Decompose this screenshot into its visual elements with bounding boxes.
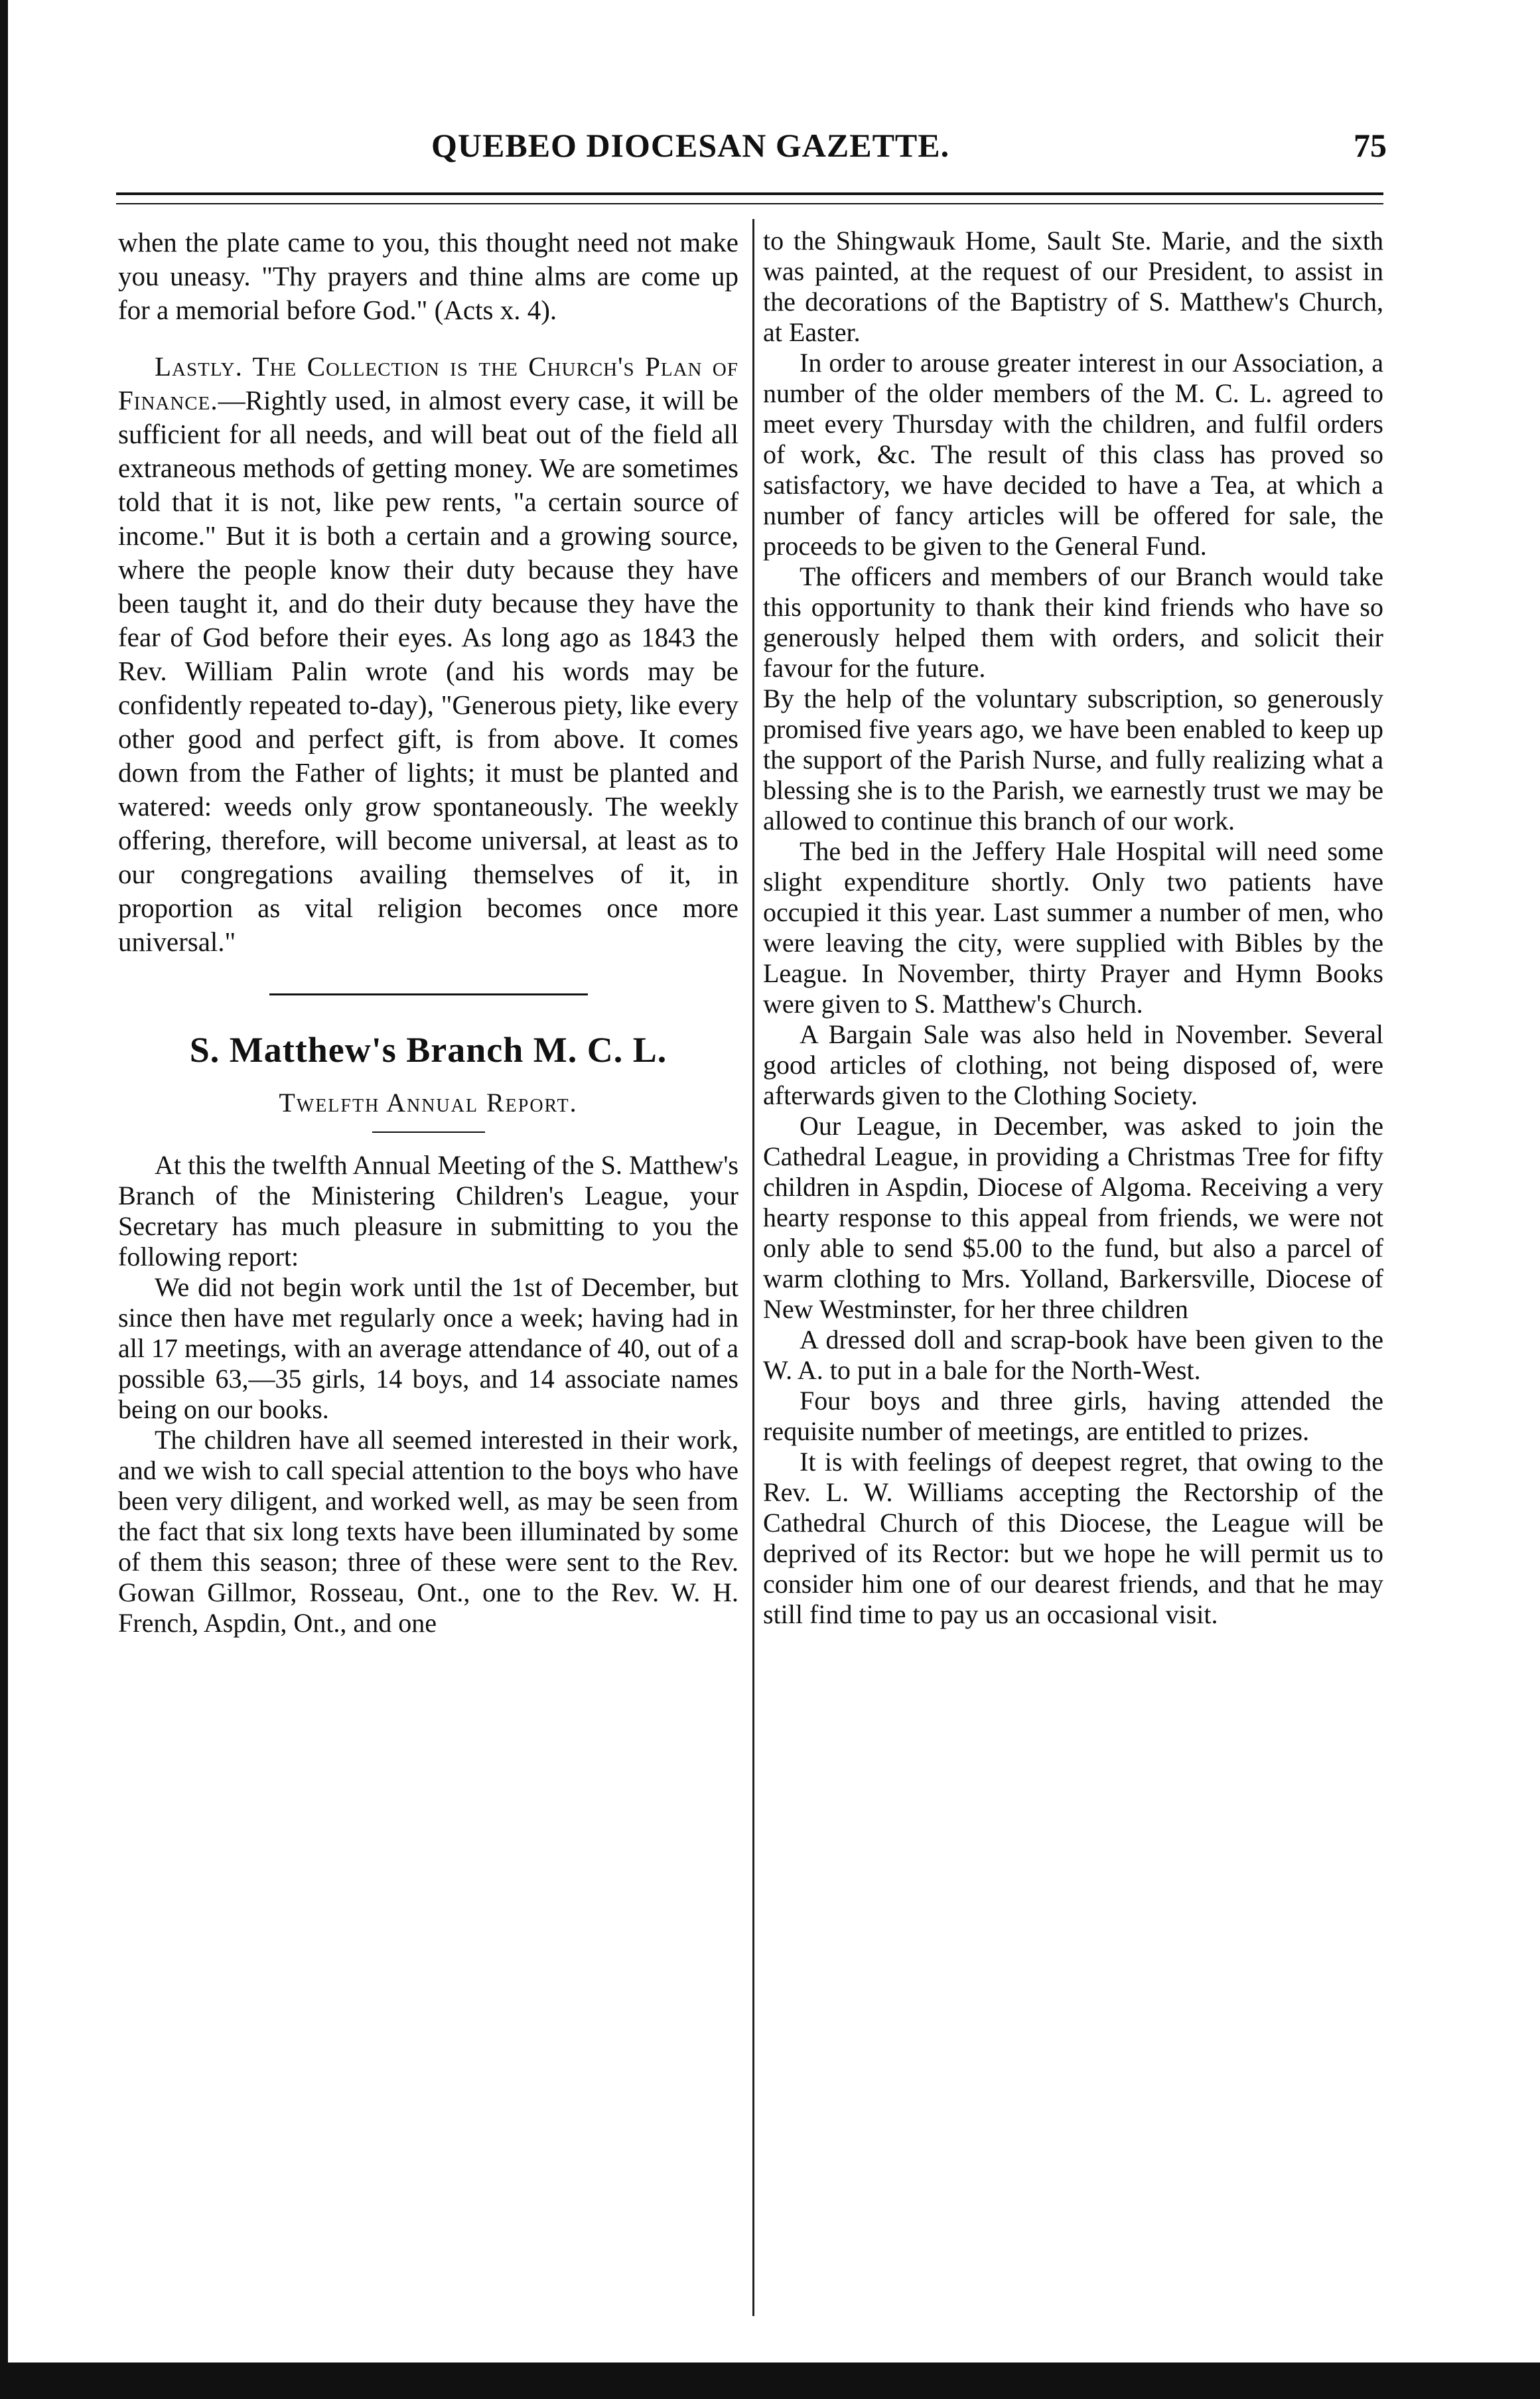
scan-border-left	[0, 0, 8, 2399]
paragraph: At this the twelfth Annual Meeting of the S. Matthew's Branch of the Ministering Children's League, your Secretary has much pleasure in submitting to you the following report:	[118, 1150, 738, 1272]
scan-border-bottom	[0, 2363, 1540, 2399]
paragraph-finance	[118, 350, 738, 959]
right-column	[763, 226, 1383, 1630]
paragraph: when the plate came to you, this thought need not make you uneasy. "Thy prayers and thine alms are come up for a memorial before God." (Acts x. 4).	[118, 227, 738, 325]
paragraph: to the Shingwauk Home, Sault Ste. Marie, and the sixth was painted, at the request of our President, to assist in the decorations of the Baptistry of S. Matthew's Church, at Easter.	[763, 226, 1383, 347]
paragraph-body: —Rightly used, in almost every case, it will be sufficient for all needs, and will beat out of the field all extraneous methods of getting money. We are sometimes told that it is not, like pew rents, "a certain source of income." But it is both a certain and a growing source, where the people know their duty because they have been taught it, and do their duty because they have the fear of God before their eyes. As long ago as 1843 the Rev. William Palin wrote (and his words may be confidently repeated to-day), "Generous piety, like every other good and perfect gift, is from above. It comes down from the Father of lights; it must be planted and watered: weeds only grow spontaneously. The weekly offering, therefore, will become universal, at least as to our congregations availing themselves of it, in proportion as vital religion becomes once more universal."	[118, 385, 738, 957]
paragraph: We did not begin work until the 1st of December, but since then have met regularly once a week; having had in all 17 meetings, with an average attendance of 40, out of a possible 63,—35 girls, 14 boys, and 14 associate names being on our books.	[118, 1272, 738, 1424]
paragraph-heading: Lastly. The Collection is the Church's Plan of Finance.	[118, 351, 738, 415]
paragraph: A Bargain Sale was also held in November. Several good articles of clothing, not being disposed of, were afterwards given to the Clothing Society.	[763, 1019, 1383, 1110]
subtitle-rule	[372, 1131, 485, 1133]
paragraph: The officers and members of our Branch would take this opportunity to thank their kind friends who have so generously helped them with orders, and solicit their favour for the future.	[763, 561, 1383, 683]
paragraph: In order to arouse greater interest in our Association, a number of the older members of the M. C. L. agreed to meet every Thursday with the children, and fulfil orders of work, &c. The result of this class has proved so satisfactory, we have decided to have a Tea, at which a number of fancy articles will be offered for sale, the proceeds to be given to the General Fund.	[763, 348, 1383, 561]
paragraph: Our League, in December, was asked to join the Cathedral League, in providing a Christmas Tree for fifty children in Aspdin, Diocese of Algoma. Receiving a very hearty response to this appeal from friends, we were not only able to send $5.00 to the fund, but also a parcel of warm clothing to Mrs. Yolland, Barkersville, Diocese of New Westminster, for her three children	[763, 1111, 1383, 1324]
left-column	[118, 226, 738, 1638]
header-rule-thin	[116, 203, 1383, 204]
section-divider	[269, 993, 588, 995]
header-rule	[116, 192, 1383, 195]
page-number: 75	[1354, 127, 1387, 164]
paragraph: Four boys and three girls, having attended the requisite number of meetings, are entitled to prizes.	[763, 1386, 1383, 1446]
paragraph: By the help of the voluntary subscription, so generously promised five years ago, we have been enabled to keep up the support of the Parish Nurse, and fully realizing what a blessing she is to the Parish, we earnestly trust we may be allowed to continue this branch of our work.	[763, 684, 1383, 836]
report-body-left	[118, 1150, 738, 1638]
section-title: S. Matthew's Branch M. C. L.	[189, 1030, 667, 1070]
paragraph: The bed in the Jeffery Hale Hospital will need some slight expenditure shortly. Only two patients have occupied it this year. Last summer a number of men, who were leaving the city, were supplied with Bibles by the League. In November, thirty Prayer and Hymn Books were given to S. Matthew's Church.	[763, 836, 1383, 1019]
column-divider	[752, 219, 754, 2316]
running-title: QUEBEO DIOCESAN GAZETTE.	[431, 127, 950, 164]
page-header	[113, 126, 1387, 179]
section-subtitle: Twelfth Annual Report.	[279, 1088, 578, 1118]
paragraph: The children have all seemed interested in their work, and we wish to call special attention to the boys who have been very diligent, and worked well, as may be seen from the fact that six long texts have been illuminated by some of them this season; three of these were sent to the Rev. Gowan Gillmor, Rosseau, Ont., one to the Rev. W. H. French, Aspdin, Ont., and one	[118, 1425, 738, 1638]
paragraph: A dressed doll and scrap-book have been given to the W. A. to put in a bale for the North-West.	[763, 1325, 1383, 1385]
paragraph: It is with feelings of deepest regret, that owing to the Rev. L. W. Williams accepting the Rectorship of the Cathedral Church of this Diocese, the League will be deprived of its Rector: but we hope he will permit us to consider him one of our dearest friends, and that he may still find time to pay us an occasional visit.	[763, 1447, 1383, 1629]
